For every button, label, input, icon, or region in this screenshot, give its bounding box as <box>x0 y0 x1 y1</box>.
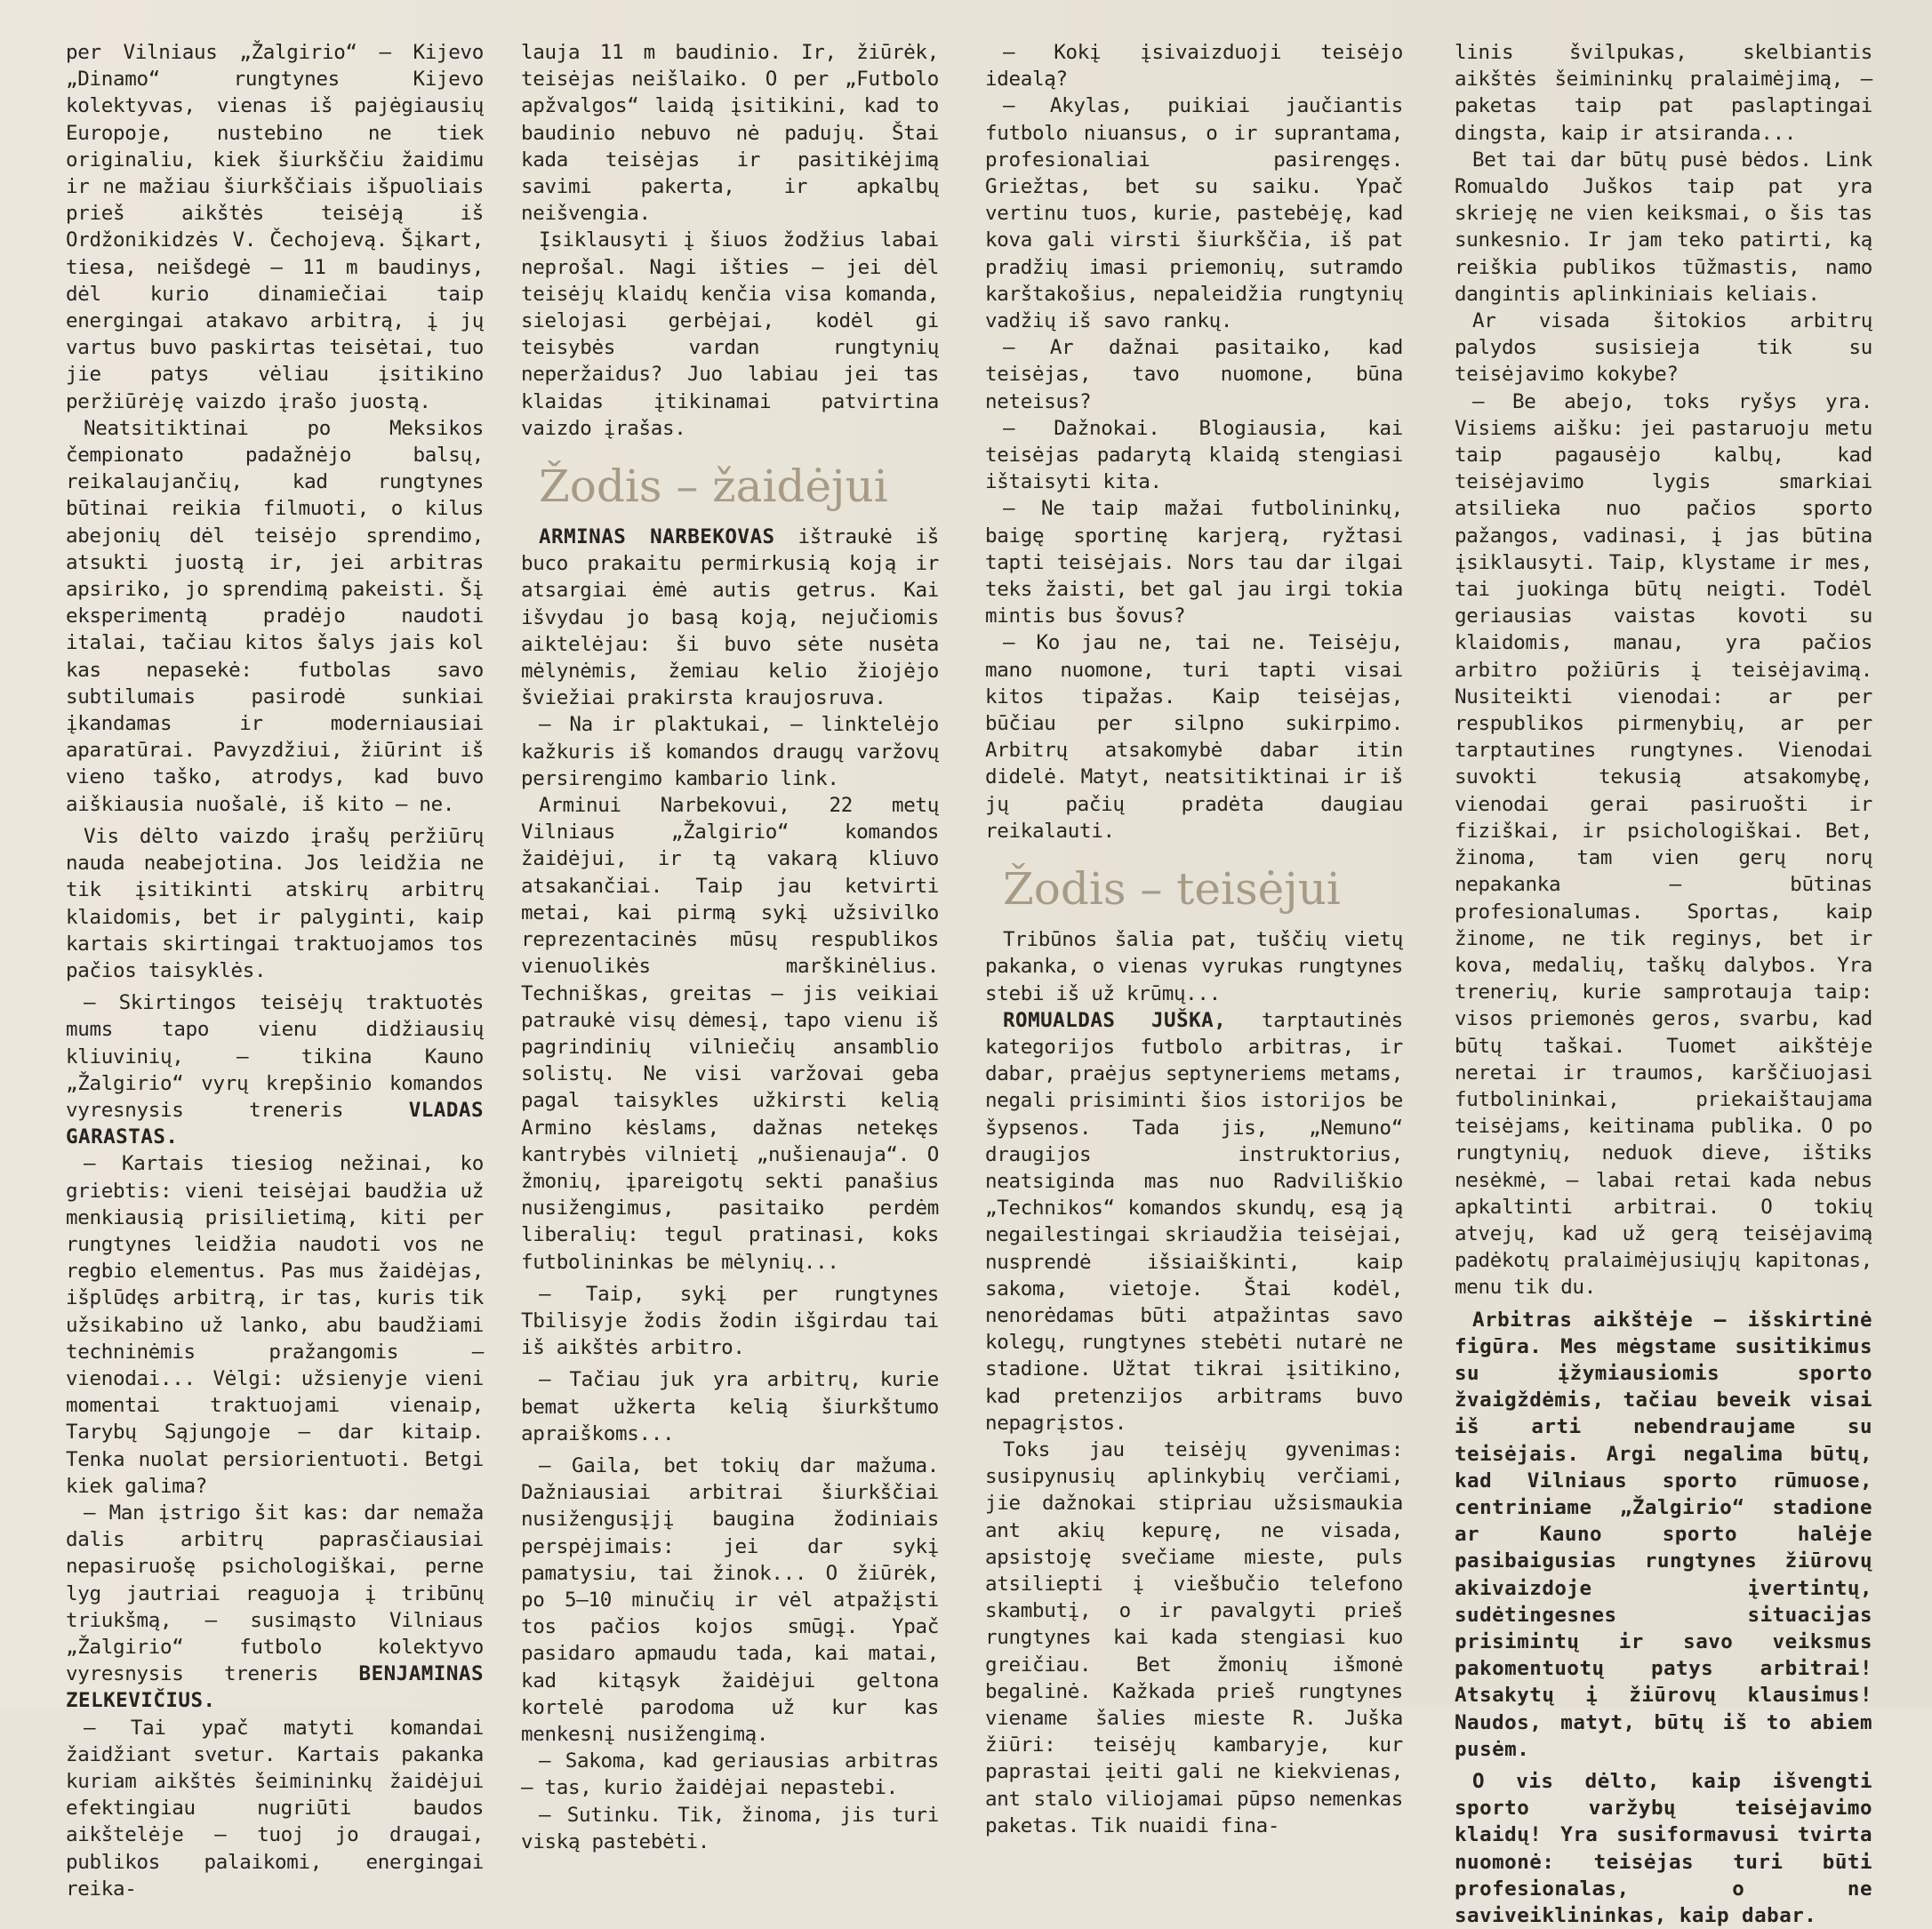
paragraph-text: ištraukė iš buco prakaitu permirkusią koją ir atsargiai ėmė autis getrus. Kai išvydau jo basą koją, nejučiomis aiktelėjau: ši buvo sėte nusėta mėlynėmis, žemiau kelio žiojėjo šviežiai prakirsta kraujosruva. <box>521 525 939 710</box>
column-4 <box>1455 39 1872 1928</box>
paragraph: — Sakoma, kad geriausias arbitras — tas, kurio žaidėjai nepastebi. <box>521 1749 939 1800</box>
paragraph-text: — Skirtingos teisėjų traktuotės mums tapo vienu didžiausių kliuvinių, — tikina Kauno „Žalgirio“ vyrų krepšinio komandos vyresnysis treneris <box>66 991 484 1122</box>
paragraph: Toks jau teisėjų gyvenimas: susipynusių aplinkybių verčiami, jie dažnokai stipriau užsismaukia ant akių kepurę, ne visada, apsistoję svečiame mieste, puls atsiliepti į viešbučio telefono skambutį, o ir pavalgyti prieš rungtynes kai kada stengiasi kuo greičiau. Bet žmonių išmonė begalinė. Kažkada prieš rungtynes viename šalies mieste R. Juška žiūri: teisėjų kambaryje, kur paprastai įeiti gali ne kiekvienas, ant stalo viliojamai pūpso nemenkas paketas. Tik nuaidi fina- <box>985 1437 1403 1837</box>
person-name: BENJAMINAS ZELKEVIČIUS. <box>66 1662 484 1713</box>
paragraph <box>66 1500 484 1715</box>
paragraph: Tribūnos šalia pat, tuščių vietų pakanka, o vienas vyrukas rungtynes stebi iš už krūmų... <box>985 928 1403 1005</box>
paragraph: — Tačiau juk yra arbitrų, kurie bemat užkerta kelią šiurkštumo apraiškoms... <box>521 1368 939 1445</box>
paragraph <box>521 524 939 711</box>
paragraph: — Na ir plaktukai, — linktelėjo kažkuris iš komandos draugų varžovų persirengimo kambario link. <box>521 713 939 790</box>
paragraph: Neatsitiktinai po Meksikos čempionato padažnėjo balsų, reikalaujančių, kad rungtynes būtinai reikia filmuoti, o kilus abejonių dėl teisėjo sprendimo, atsukti juostą ir, jei arbitras apsiriko, jo sprendimą pakeisti. Šį eksperimentą pradėjo naudoti italai, tačiau kitos šalys jais kol kas nepasekė: futbolas savo subtilumais pasirodė sunkiai įkandamas ir moderniausiai aparatūrai. Pavyzdžiui, žiūrint iš vieno taško, atrodys, kad buvo aiškiausia nuošalė, iš kito — ne. <box>66 416 484 816</box>
paragraph-text: — Man įstrigo šit kas: dar nemaža dalis arbitrų paprasčiausiai nepasiruošę psichologiškai, perne lyg jautriai reaguoja į tribūnų triukšmą, — susimąsto Vilniaus „Žalgirio“ futbolo kolektyvo vyresnysis treneris <box>66 1501 484 1686</box>
paragraph: — Kartais tiesiog nežinai, ko griebtis: vieni teisėjai baudžia už menkiausią prisilietimą, kiti per rungtynes leidžia naudoti vos ne regbio elementus. Pas mus žaidėjas, išplūdęs arbitrą, ir tas, kuris tik užsikabino už lanko, abu baudžiami techninėmis pražangomis — vienodai... Vėlgi: užsienyje vieni momentai traktuojami vienaip, Tarybų Sąjungoje — dar kitaip. Tenka nuolat persiorientuoti. Betgi kiek galima? <box>66 1152 484 1498</box>
paragraph: per Vilniaus „Žalgirio“ — Kijevo „Dinamo“ rungtynes Kijevo kolektyvas, vienas iš pajėgiausių Europoje, nustebino ne tiek originaliu, kiek šiurkščiu žaidimu ir ne mažiau šiurkščiais išpuoliais prieš aikštės teisėją iš Ordžonikidzės V. Čechojevą. Šįkart, tiesa, neišdegė — 11 m baudinys, dėl kurio dinamiečiai taip energingai atakavo arbitrą, į jų vartus buvo paskirtas teisėtai, tuo jie patys vėliau įsitikino peržiūrėję vaizdo įrašo juostą. <box>66 41 484 413</box>
paragraph: lauja 11 m baudinio. Ir, žiūrėk, teisėjas neišlaiko. O per „Futbolo apžvalgos“ laidą įsitikini, kad to baudinio nebuvo nė padujų. Štai kada teisėjas ir pasitikėjimą savimi pakerta, ir apkalbų neišvengia. <box>521 41 939 226</box>
paragraph: Vis dėlto vaizdo įrašų peržiūrų nauda neabejotina. Jos leidžia ne tik įsitikinti atskirų arbitrų klaidomis, bet ir palyginti, kaip kartais skirtingai traktuojamos tos pačios taisyklės. <box>66 824 484 982</box>
paragraph-bold: Arbitras aikštėje — išskirtinė figūra. Mes mėgstame susitikimus su įžymiausiomis sporto žvaigždėmis, tačiau beveik visai iš arti nebendraujame su teisėjais. Argi negalima būtų, kad Vilniaus sporto rūmuose, centriniame „Žalgirio“ stadione ar Kauno sporto halėje pasibaigusias rungtynes žiūrovų akivaizdoje įvertintų, sudėtingesnes situacijas prisimintų ir savo veiksmus pakomentuotų patys arbitrai! Atsakytų į žiūrovų klausimus! Naudos, matyt, būtų iš to abiem pusėm. <box>1455 1308 1872 1761</box>
paragraph: — Sutinku. Tik, žinoma, jis turi viską pastebėti. <box>521 1803 939 1853</box>
person-name: ARMINAS NARBEKOVAS <box>539 525 775 549</box>
paragraph-text: tarptautinės kategorijos futbolo arbitras, ir dabar, praėjus septyneriems metams, negali prisiminti šios istorijos be šypsenos. Tada jis, „Nemuno“ draugijos instruktorius, neatsiginda mas nuo Radviliškio „Technikos“ komandos skundų, esą ją negailestingai skriaudžia teisėjai, nusprendė išsiaiškinti, kaip sakoma, vietoje. Štai kodėl, nenorėdamas būti atpažintas savo kolegų, rungtynes stebėti nutarė ne stadione. Užtat tikrai įsitikino, kad pretenzijos arbitrams buvo nepagrįstos. <box>985 1008 1403 1435</box>
paragraph: — Ne taip mažai futbolininkų, baigę sportinę karjerą, ryžtasi tapti teisėjais. Nors tau dar ilgai teks žaisti, bet gal jau irgi tokia mintis bus šovus? <box>985 497 1403 628</box>
paragraph: — Tai ypač matyti komandai žaidžiant svetur. Kartais pakanka kuriam aikštės šeimininkų žaidėjui efektingiau nugriūti baudos aikštelėje — tuoj jo draugai, publikos palaikomi, energingai reika- <box>66 1716 484 1901</box>
paragraph: — Kokį įsivaizduoji teisėjo idealą? <box>985 41 1403 92</box>
paragraph: Bet tai dar būtų pusė bėdos. Link Romualdo Juškos taip pat yra skrieję ne vien keiksmai, o šis tas sunkesnio. Ir jam teko patirti, ką reiškia publikos tūžmastis, namo dangintis aplinkiniais keliais. <box>1455 148 1872 306</box>
person-name: VLADAS GARASTAS. <box>66 1098 484 1149</box>
column-3 <box>985 39 1403 1837</box>
column-1 <box>66 39 484 1901</box>
paragraph: — Taip, sykį per rungtynes Tbilisyje žodis žodin išgirdau tai iš aikštės arbitro. <box>521 1282 939 1360</box>
paragraph <box>66 989 484 1150</box>
paragraph: — Dažnokai. Blogiausia, kai teisėjas padarytą klaidą stengiasi ištaisyti kita. <box>985 416 1403 494</box>
person-name: ROMUALDAS JUŠKA, <box>1003 1008 1227 1032</box>
paragraph-bold: O vis dėlto, kaip išvengti sporto varžybų teisėjavimo klaidų! Yra susiformavusi tvirta nuomonė: teisėjas turi būti profesionalas, o ne saviveiklininkas, kaip dabar. <box>1455 1770 1872 1928</box>
paragraph: Arminui Narbekovui, 22 metų Vilniaus „Žalgirio“ komandos žaidėjui, ir tą vakarą kliuvo atsakančiai. Taip jau ketvirti metai, kai pirmą sykį užsivilko reprezentacinės mūsų respublikos vienuolikės marškinėlius. Techniškas, greitas — jis veikiai patraukė visų dėmesį, tapo vienu iš pagrindinių vilniečių ansamblio solistų. Ne visi varžovai geba pagal taisykles užkirsti kelią Armino kėslams, dažnas netekęs kantrybės vilnietį „nušienauja“. O žmonių, įpareigotų sekti panašius nusižengimus, pasitaiko perdėm liberalių: tegul pratinasi, koks futbolininkas be mėlynių... <box>521 794 939 1274</box>
paragraph: — Gaila, bet tokių dar mažuma. Dažniausiai arbitrai šiurkščiai nusižengusįjį baugina žodiniais perspėjimais: jei dar sykį pamatysiu, tai žinok... O žiūrėk, po 5—10 minučių ir vėl atpažįsti tos pačios kojos smūgį. Ypač pasidaro apmaudu tada, kai matai, kad kitąsyk žaidėjui geltona kortelė parodoma už kur kas menkesnį nusižengimą. <box>521 1453 939 1746</box>
paragraph: linis švilpukas, skelbiantis aikštės šeimininkų pralaimėjimą, — paketas taip pat paslaptingai dingsta, kaip ir atsiranda... <box>1455 41 1872 145</box>
paragraph: — Akylas, puikiai jaučiantis futbolo niuansus, o ir suprantama, profesionaliai pasirengęs. Griežtas, bet su saiku. Ypač vertinu tuos, kurie, pastebėję, kad kova gali virsti šiurkščia, iš pat pradžių imasi priemonių, sutramdo karštakošius, nepaleidžia rungtynių vadžių iš savo rankų. <box>985 94 1403 333</box>
paragraph: — Ar dažnai pasitaiko, kad teisėjas, tavo nuomone, būna neteisus? <box>985 336 1403 413</box>
column-2 <box>521 39 939 1853</box>
paragraph: — Ko jau ne, tai ne. Teisėju, mano nuomone, turi tapti visai kitos tipažas. Kaip teisėjas, būčiau per silpno sukirpimo. Arbitrų atsakomybė dabar itin didelė. Matyt, neatsitiktinai ir iš jų pačių pradėta daugiau reikalauti. <box>985 631 1403 843</box>
paragraph: Ar visada šitokios arbitrų palydos susisieja tik su teisėjavimo kokybe? <box>1455 309 1872 387</box>
paragraph: Įsiklausyti į šiuos žodžius labai neprošal. Nagi išties — jei dėl teisėjų klaidų kenčia visa komanda, sielojasi gerbėjai, kodėl gi teisybės vardan rungtynių neperžaidus? Juo labiau jei tas klaidas įtikinamai patvirtina vaizdo įrašas. <box>521 228 939 440</box>
paragraph <box>985 1007 1403 1437</box>
section-heading: Žodis – žaidėjui <box>539 460 888 513</box>
paragraph: — Be abejo, toks ryšys yra. Visiems aišku: jei pastaruoju metu taip pagausėjo kalbų, kad teisėjavimo lygis smarkiai atsilieka nuo pačios sporto pažangos, vadinasi, į jas būtina įsiklausyti. Taip, klystame ir mes, tai juokinga būtų neigti. Todėl geriausias vaistas kovoti su klaidomis, manau, yra pačios arbitro požiūris į teisėjavimą. Nusiteikti vienodai: ar per respublikos pirmenybių, ar per tarptautines rungtynes. Vienodai suvokti tekusią atsakomybę, vienodai gerai pasiruošti ir fiziškai, ir psichologiškai. Bet, žinoma, tam vien gerų norų nepakanka — būtinas profesionalumas. Sportas, kaip žinome, ne tik reginys, bet ir kova, medalių, taškų dalybos. Yra trenerių, kurie samprotauja taip: visos priemonės geros, svarbu, kad būtų taškai. Tuomet aikštėje neretai ir traumos, karščiuojasi futbolininkai, priekaištaujama teisėjams, keitinama publika. O po rungtynių, neduok dieve, ištiks nesėkmė, — labai retai kada nebus apkaltinti arbitrai. O tokių atvejų, kad už gerą teisėjavimą padėkotų pralaimėjusiųjų kapitonas, menu tik du. <box>1455 389 1872 1300</box>
section-heading: Žodis – teisėjui <box>1003 863 1341 916</box>
